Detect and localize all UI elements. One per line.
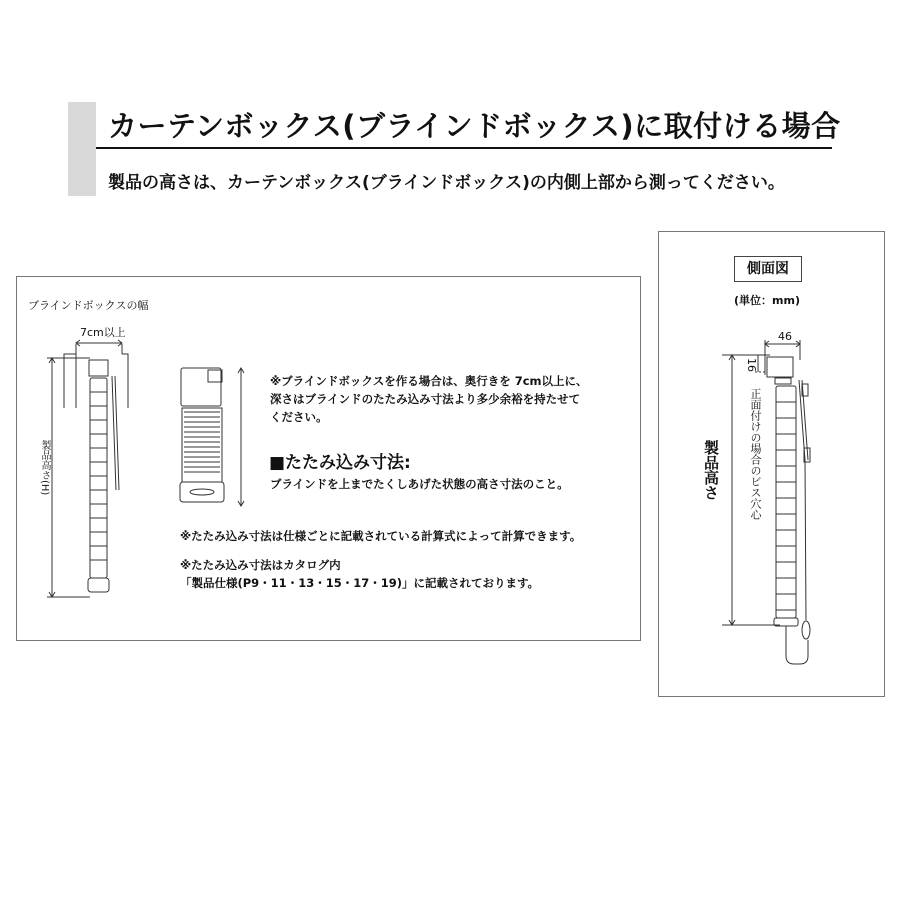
catalog-note-line-1: ※たたみ込み寸法はカタログ内 bbox=[180, 558, 341, 572]
box-note-line-2: 深さはブラインドのたたみ込み寸法より多少余裕を持たせて bbox=[270, 392, 581, 406]
catalog-note-line-2: 「製品仕様(P9・11・13・15・17・19)」に記載されております。 bbox=[180, 576, 540, 590]
folding-dimension-heading: ■たたみ込み寸法: bbox=[269, 453, 411, 473]
unit-label: (単位：mm) bbox=[734, 294, 800, 307]
box-width-label: ブラインドボックスの幅 bbox=[28, 299, 149, 312]
product-height-label: 製品高さ(H) bbox=[39, 440, 50, 496]
calc-note: ※たたみ込み寸法は仕様ごとに記載されている計算式によって計算できます。 bbox=[180, 529, 582, 543]
screw-hole-label: 正面付けの場合のビス穴心 bbox=[749, 388, 762, 520]
dim-16: 16 bbox=[745, 358, 758, 372]
side-product-height-label: 製品高さ bbox=[702, 440, 720, 500]
box-note-line-3: ください。 bbox=[270, 410, 328, 424]
page-title: カーテンボックス(ブラインドボックス)に取付ける場合 bbox=[108, 109, 841, 143]
box-note-line-1: ※ブラインドボックスを作る場合は、奥行きを 7cm以上に、 bbox=[270, 374, 588, 388]
dim-width-46: 46 bbox=[778, 330, 792, 343]
min-depth-label: 7cm以上 bbox=[80, 326, 126, 339]
folding-dimension-description: ブラインドを上までたくしあげた状態の高さ寸法のこと。 bbox=[270, 477, 569, 491]
page-subtitle: 製品の高さは、カーテンボックス(ブラインドボックス)の内側上部から測ってください。 bbox=[108, 173, 785, 193]
side-view-title: 側面図 bbox=[734, 256, 802, 282]
